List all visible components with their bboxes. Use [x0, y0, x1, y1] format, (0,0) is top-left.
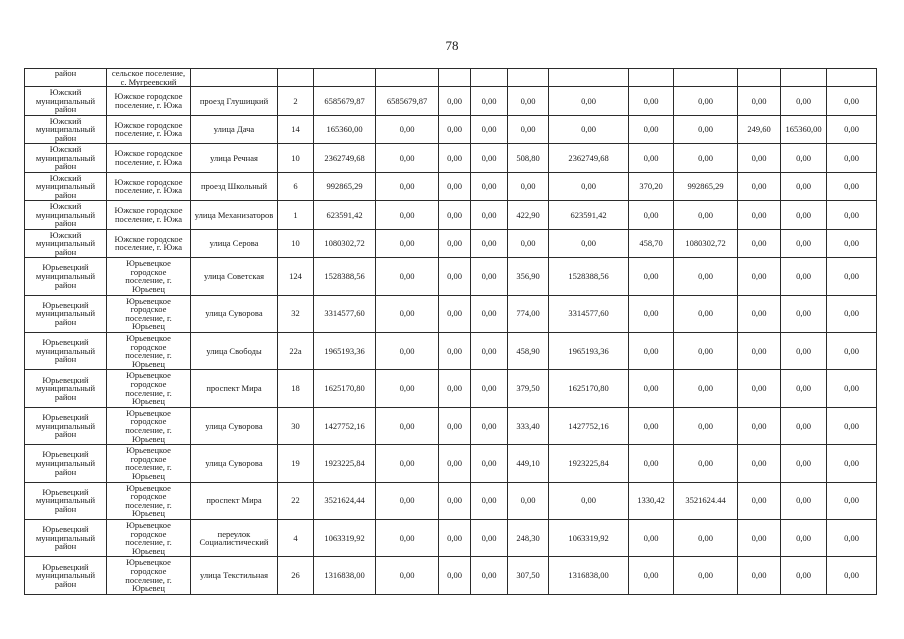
amount-cell: 0,00: [376, 519, 439, 556]
amount-cell: 0,00: [674, 519, 738, 556]
house-number-cell: 10: [278, 229, 314, 258]
street-cell: улица Текстильная: [191, 557, 278, 594]
amount-cell: 0,00: [439, 482, 471, 519]
table-row: [25, 144, 877, 173]
street-cell: улица Суворова: [191, 295, 278, 332]
house-number-cell: 30: [278, 407, 314, 444]
settlement-cell: Юрьевецкое городское поселение, г. Юрьевец: [107, 370, 191, 407]
amount-cell: 422,90: [508, 201, 549, 230]
amount-cell: 0,00: [376, 172, 439, 201]
district-cell: Юрьевецкий муниципальный район: [25, 519, 107, 556]
amount-cell: 0,00: [439, 229, 471, 258]
amount-cell: 0,00: [738, 172, 781, 201]
amount-cell: 623591,42: [314, 201, 376, 230]
amount-cell: 2362749,68: [549, 144, 629, 173]
amount-cell: 0,00: [781, 258, 827, 295]
amount-cell: 0,00: [439, 87, 471, 116]
amount-cell: 0,00: [781, 332, 827, 369]
street-cell: [191, 69, 278, 87]
amount-cell: 0,00: [738, 407, 781, 444]
house-number-cell: 22: [278, 482, 314, 519]
amount-cell: 0,00: [439, 172, 471, 201]
table-row: [25, 557, 877, 594]
district-cell: Юрьевецкий муниципальный район: [25, 258, 107, 295]
amount-cell: 458,70: [629, 229, 674, 258]
settlement-cell: Юрьевецкое городское поселение, г. Юрьевец: [107, 445, 191, 482]
amount-cell: 0,00: [827, 87, 877, 116]
amount-cell: 1528388,56: [314, 258, 376, 295]
amount-cell: 0,00: [471, 172, 508, 201]
amount-cell: 508,80: [508, 144, 549, 173]
amount-cell: [376, 69, 439, 87]
data-table: [24, 68, 877, 595]
amount-cell: 0,00: [471, 445, 508, 482]
amount-cell: [508, 69, 549, 87]
amount-cell: 0,00: [471, 370, 508, 407]
amount-cell: 3314577,60: [549, 295, 629, 332]
amount-cell: 0,00: [549, 229, 629, 258]
amount-cell: 0,00: [629, 201, 674, 230]
amount-cell: 0,00: [827, 482, 877, 519]
amount-cell: 0,00: [674, 445, 738, 482]
amount-cell: 0,00: [674, 87, 738, 116]
amount-cell: 0,00: [471, 482, 508, 519]
table-row: [25, 87, 877, 116]
settlement-cell: Южское городское поселение, г. Южа: [107, 115, 191, 144]
settlement-cell: Южское городское поселение, г. Южа: [107, 229, 191, 258]
amount-cell: 0,00: [376, 258, 439, 295]
table-row: [25, 295, 877, 332]
district-cell: Юрьевецкий муниципальный район: [25, 482, 107, 519]
house-number-cell: 4: [278, 519, 314, 556]
amount-cell: 0,00: [439, 258, 471, 295]
amount-cell: 0,00: [738, 201, 781, 230]
district-cell: Южский муниципальный район: [25, 115, 107, 144]
amount-cell: 0,00: [439, 332, 471, 369]
house-number-cell: 6: [278, 172, 314, 201]
amount-cell: 0,00: [439, 519, 471, 556]
amount-cell: 0,00: [674, 295, 738, 332]
amount-cell: 0,00: [376, 407, 439, 444]
amount-cell: 0,00: [471, 332, 508, 369]
amount-cell: 0,00: [376, 115, 439, 144]
amount-cell: 0,00: [439, 144, 471, 173]
house-number-cell: 18: [278, 370, 314, 407]
amount-cell: 1063319,92: [314, 519, 376, 556]
amount-cell: 1063319,92: [549, 519, 629, 556]
amount-cell: 0,00: [549, 482, 629, 519]
amount-cell: [471, 69, 508, 87]
street-cell: проезд Глушицкий: [191, 87, 278, 116]
district-cell: Юрьевецкий муниципальный район: [25, 407, 107, 444]
amount-cell: 0,00: [439, 557, 471, 594]
house-number-cell: 14: [278, 115, 314, 144]
district-cell: Южский муниципальный район: [25, 229, 107, 258]
amount-cell: 333,40: [508, 407, 549, 444]
amount-cell: 0,00: [508, 87, 549, 116]
amount-cell: 0,00: [738, 332, 781, 369]
amount-cell: 0,00: [376, 295, 439, 332]
amount-cell: 458,90: [508, 332, 549, 369]
amount-cell: 0,00: [629, 258, 674, 295]
amount-cell: 0,00: [781, 295, 827, 332]
amount-cell: 0,00: [439, 295, 471, 332]
table-row: [25, 229, 877, 258]
settlement-cell: Южское городское поселение, г. Южа: [107, 144, 191, 173]
amount-cell: 774,00: [508, 295, 549, 332]
amount-cell: 0,00: [827, 295, 877, 332]
amount-cell: 1923225,84: [549, 445, 629, 482]
settlement-cell: сельское поселение, с. Мугреевский: [107, 69, 191, 87]
amount-cell: 0,00: [471, 258, 508, 295]
amount-cell: 992865,29: [314, 172, 376, 201]
amount-cell: 0,00: [827, 370, 877, 407]
amount-cell: 0,00: [471, 557, 508, 594]
amount-cell: 1923225,84: [314, 445, 376, 482]
amount-cell: 0,00: [827, 144, 877, 173]
amount-cell: 0,00: [781, 370, 827, 407]
amount-cell: 370,20: [629, 172, 674, 201]
amount-cell: [827, 69, 877, 87]
street-cell: улица Речная: [191, 144, 278, 173]
street-cell: проезд Школьный: [191, 172, 278, 201]
amount-cell: 0,00: [781, 482, 827, 519]
amount-cell: 0,00: [781, 519, 827, 556]
street-cell: улица Суворова: [191, 445, 278, 482]
amount-cell: 0,00: [674, 407, 738, 444]
amount-cell: 0,00: [781, 144, 827, 173]
amount-cell: 0,00: [674, 258, 738, 295]
house-number-cell: 32: [278, 295, 314, 332]
amount-cell: 0,00: [781, 87, 827, 116]
table-row: [25, 258, 877, 295]
district-cell: Юрьевецкий муниципальный район: [25, 370, 107, 407]
district-cell: район: [25, 69, 107, 87]
amount-cell: 0,00: [549, 172, 629, 201]
amount-cell: 0,00: [738, 482, 781, 519]
amount-cell: 0,00: [738, 295, 781, 332]
amount-cell: 0,00: [781, 172, 827, 201]
settlement-cell: Юрьевецкое городское поселение, г. Юрьевец: [107, 295, 191, 332]
amount-cell: 1316838,00: [314, 557, 376, 594]
amount-cell: 0,00: [738, 370, 781, 407]
street-cell: улица Суворова: [191, 407, 278, 444]
house-number-cell: 19: [278, 445, 314, 482]
house-number-cell: 10: [278, 144, 314, 173]
amount-cell: 0,00: [629, 519, 674, 556]
amount-cell: 0,00: [674, 557, 738, 594]
amount-cell: 356,90: [508, 258, 549, 295]
amount-cell: 0,00: [471, 115, 508, 144]
page-number: 78: [445, 38, 459, 53]
amount-cell: 379,50: [508, 370, 549, 407]
amount-cell: 0,00: [629, 87, 674, 116]
district-cell: Юрьевецкий муниципальный район: [25, 295, 107, 332]
amount-cell: 0,00: [471, 519, 508, 556]
amount-cell: 0,00: [827, 407, 877, 444]
district-cell: Южский муниципальный район: [25, 201, 107, 230]
amount-cell: [439, 69, 471, 87]
amount-cell: 2362749,68: [314, 144, 376, 173]
amount-cell: 0,00: [471, 407, 508, 444]
amount-cell: 0,00: [629, 407, 674, 444]
amount-cell: [738, 69, 781, 87]
amount-cell: 0,00: [439, 115, 471, 144]
table-row: [25, 332, 877, 369]
amount-cell: 0,00: [674, 201, 738, 230]
table-row: [25, 519, 877, 556]
amount-cell: 0,00: [629, 557, 674, 594]
house-number-cell: 2: [278, 87, 314, 116]
settlement-cell: Юрьевецкое городское поселение, г. Юрьевец: [107, 407, 191, 444]
amount-cell: 0,00: [471, 144, 508, 173]
amount-cell: 0,00: [549, 115, 629, 144]
district-cell: Южский муниципальный район: [25, 172, 107, 201]
amount-cell: 0,00: [471, 295, 508, 332]
amount-cell: 0,00: [376, 370, 439, 407]
district-cell: Южский муниципальный район: [25, 144, 107, 173]
amount-cell: 3521624.44: [674, 482, 738, 519]
amount-cell: 165360,00: [314, 115, 376, 144]
amount-cell: 307,50: [508, 557, 549, 594]
amount-cell: 0,00: [508, 115, 549, 144]
house-number-cell: 22а: [278, 332, 314, 369]
street-cell: проспект Мира: [191, 370, 278, 407]
amount-cell: 0,00: [508, 229, 549, 258]
amount-cell: [781, 69, 827, 87]
district-cell: Юрьевецкий муниципальный район: [25, 445, 107, 482]
amount-cell: 0,00: [629, 332, 674, 369]
amount-cell: 0,00: [376, 557, 439, 594]
street-cell: проспект Мира: [191, 482, 278, 519]
amount-cell: 0,00: [629, 445, 674, 482]
table-body: [25, 69, 877, 595]
amount-cell: 165360,00: [781, 115, 827, 144]
amount-cell: 0,00: [629, 144, 674, 173]
table-row: [25, 370, 877, 407]
amount-cell: 0,00: [738, 258, 781, 295]
amount-cell: 1427752,16: [549, 407, 629, 444]
street-cell: улица Свободы: [191, 332, 278, 369]
amount-cell: 248,30: [508, 519, 549, 556]
settlement-cell: Южское городское поселение, г. Южа: [107, 201, 191, 230]
amount-cell: 0,00: [629, 370, 674, 407]
amount-cell: 0,00: [376, 445, 439, 482]
settlement-cell: Южское городское поселение, г. Южа: [107, 172, 191, 201]
settlement-cell: Южское городское поселение, г. Южа: [107, 87, 191, 116]
amount-cell: 0,00: [781, 407, 827, 444]
district-cell: Юрьевецкий муниципальный район: [25, 557, 107, 594]
amount-cell: 0,00: [674, 370, 738, 407]
amount-cell: 0,00: [629, 115, 674, 144]
amount-cell: 0,00: [827, 258, 877, 295]
table-row: [25, 482, 877, 519]
amount-cell: 0,00: [439, 370, 471, 407]
amount-cell: 0,00: [376, 201, 439, 230]
amount-cell: 1528388,56: [549, 258, 629, 295]
amount-cell: 0,00: [674, 115, 738, 144]
amount-cell: 0,00: [439, 201, 471, 230]
amount-cell: [549, 69, 629, 87]
amount-cell: 0,00: [827, 115, 877, 144]
amount-cell: 0,00: [781, 445, 827, 482]
amount-cell: 0,00: [738, 557, 781, 594]
amount-cell: 0,00: [827, 557, 877, 594]
street-cell: улица Дача: [191, 115, 278, 144]
amount-cell: [314, 69, 376, 87]
amount-cell: 0,00: [376, 482, 439, 519]
street-cell: улица Серова: [191, 229, 278, 258]
amount-cell: 0,00: [471, 229, 508, 258]
amount-cell: 1080302,72: [674, 229, 738, 258]
amount-cell: 1427752,16: [314, 407, 376, 444]
amount-cell: 0,00: [376, 229, 439, 258]
amount-cell: [674, 69, 738, 87]
amount-cell: 3314577,60: [314, 295, 376, 332]
settlement-cell: Юрьевецкое городское поселение, г. Юрьевец: [107, 557, 191, 594]
settlement-cell: Юрьевецкое городское поселение, г. Юрьевец: [107, 482, 191, 519]
house-number-cell: 26: [278, 557, 314, 594]
amount-cell: 0,00: [376, 144, 439, 173]
settlement-cell: Юрьевецкое городское поселение, г. Юрьевец: [107, 332, 191, 369]
amount-cell: 0,00: [629, 295, 674, 332]
amount-cell: 0,00: [738, 229, 781, 258]
amount-cell: 0,00: [827, 229, 877, 258]
amount-cell: 0,00: [508, 172, 549, 201]
amount-cell: 0,00: [827, 201, 877, 230]
house-number-cell: 1: [278, 201, 314, 230]
amount-cell: 992865,29: [674, 172, 738, 201]
street-cell: переулок Социалистический: [191, 519, 278, 556]
amount-cell: 0,00: [376, 332, 439, 369]
street-cell: улица Механизаторов: [191, 201, 278, 230]
amount-cell: 0,00: [738, 144, 781, 173]
table-row: [25, 445, 877, 482]
amount-cell: 0,00: [674, 144, 738, 173]
amount-cell: 1080302,72: [314, 229, 376, 258]
amount-cell: 0,00: [827, 172, 877, 201]
table-row: [25, 69, 877, 87]
amount-cell: 0,00: [674, 332, 738, 369]
table-row: [25, 172, 877, 201]
amount-cell: 0,00: [781, 557, 827, 594]
amount-cell: 0,00: [738, 519, 781, 556]
amount-cell: 0,00: [508, 482, 549, 519]
table-row: [25, 115, 877, 144]
amount-cell: 1965193,36: [549, 332, 629, 369]
street-cell: улица Советская: [191, 258, 278, 295]
amount-cell: 1965193,36: [314, 332, 376, 369]
house-number-cell: [278, 69, 314, 87]
amount-cell: 249,60: [738, 115, 781, 144]
district-cell: Южский муниципальный район: [25, 87, 107, 116]
amount-cell: 1316838,00: [549, 557, 629, 594]
table-row: [25, 201, 877, 230]
amount-cell: 0,00: [827, 445, 877, 482]
amount-cell: 0,00: [471, 87, 508, 116]
amount-cell: 0,00: [738, 87, 781, 116]
amount-cell: 0,00: [781, 201, 827, 230]
amount-cell: 0,00: [549, 87, 629, 116]
amount-cell: 0,00: [471, 201, 508, 230]
table-row: [25, 407, 877, 444]
amount-cell: [629, 69, 674, 87]
house-number-cell: 124: [278, 258, 314, 295]
amount-cell: 449,10: [508, 445, 549, 482]
amount-cell: 1330,42: [629, 482, 674, 519]
amount-cell: 1625170,80: [314, 370, 376, 407]
amount-cell: 0,00: [781, 229, 827, 258]
amount-cell: 0,00: [827, 519, 877, 556]
amount-cell: 6585679,87: [376, 87, 439, 116]
amount-cell: 0,00: [738, 445, 781, 482]
amount-cell: 0,00: [827, 332, 877, 369]
amount-cell: 1625170,80: [549, 370, 629, 407]
amount-cell: 3521624,44: [314, 482, 376, 519]
amount-cell: 0,00: [439, 445, 471, 482]
district-cell: Юрьевецкий муниципальный район: [25, 332, 107, 369]
settlement-cell: Юрьевецкое городское поселение, г. Юрьевец: [107, 519, 191, 556]
amount-cell: 6585679,87: [314, 87, 376, 116]
settlement-cell: Юрьевецкое городское поселение, г. Юрьевец: [107, 258, 191, 295]
amount-cell: 0,00: [439, 407, 471, 444]
amount-cell: 623591,42: [549, 201, 629, 230]
